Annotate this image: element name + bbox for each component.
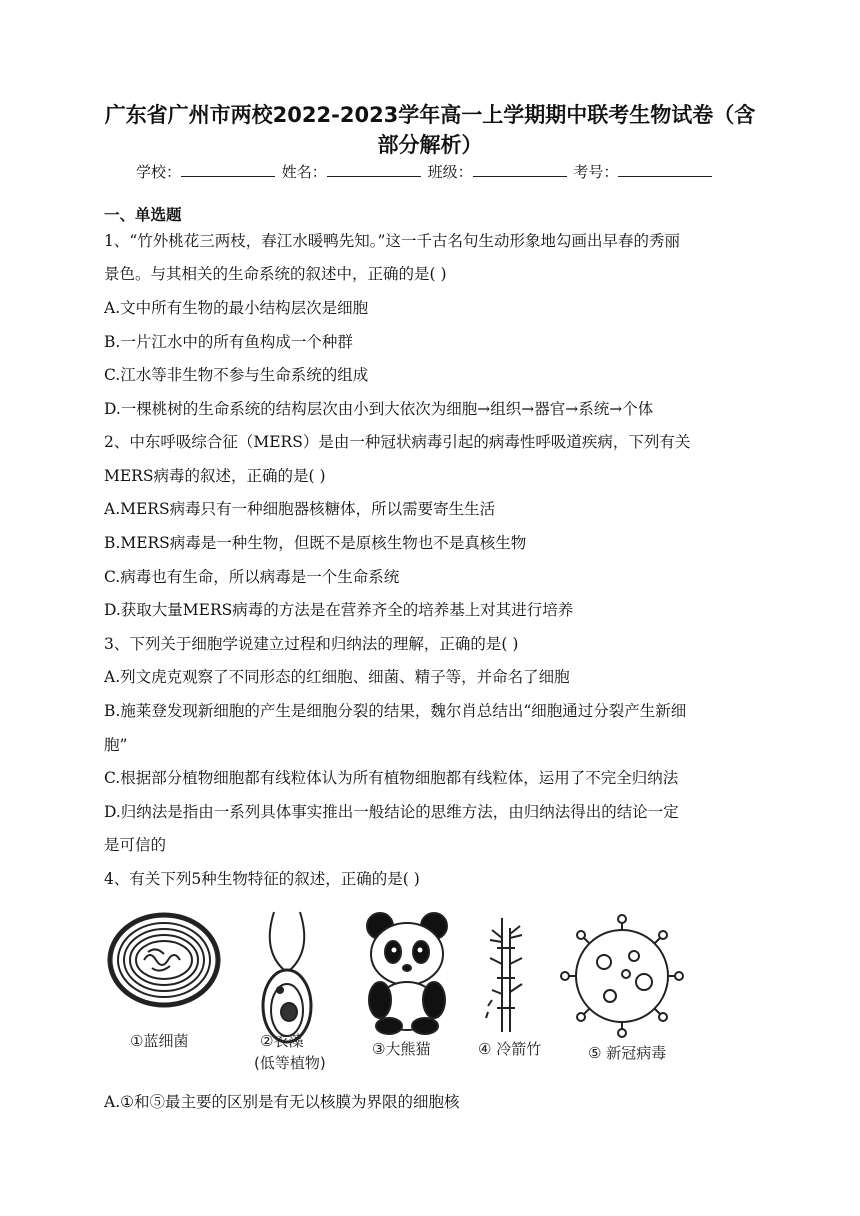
q1-option-a: A.文中所有生物的最小结构层次是细胞: [104, 299, 369, 317]
section-heading: 一、单选题: [104, 206, 182, 224]
caption-chlamydomonas: ②衣藻: [260, 1032, 304, 1050]
class-label: 班级：: [427, 163, 473, 181]
student-info-fields: [136, 160, 714, 184]
bamboo-drawing: [486, 918, 522, 1032]
caption-coronavirus: ⑤ 新冠病毒: [588, 1044, 667, 1062]
q2-option-c: C.病毒也有生命，所以病毒是一个生命系统: [104, 568, 400, 586]
q3-option-d-line-2: 是可信的: [104, 836, 167, 854]
q1-option-b: B.一片江水中的所有鱼构成一个种群: [104, 333, 353, 351]
q2-stem-line-2: MERS病毒的叙述，正确的是( ): [104, 467, 326, 485]
school-label: 学校：: [136, 163, 182, 181]
q1-stem-line-2: 景色。与其相关的生命系统的叙述中，正确的是( ): [104, 265, 447, 283]
title-line-2: 部分解析）: [377, 133, 483, 157]
name-blank[interactable]: [327, 162, 421, 177]
q3-stem: 3、下列关于细胞学说建立过程和归纳法的理解，正确的是( ): [104, 635, 519, 653]
q3-option-b-line-1: B.施莱登发现新细胞的产生是细胞分裂的结果，魏尔肖总结出“细胞通过分裂产生新细: [104, 702, 687, 720]
q3-option-a: A.列文虎克观察了不同形态的红细胞、细菌、精子等，并命名了细胞: [104, 668, 570, 686]
caption-cyanobacterium: ①蓝细菌: [130, 1032, 189, 1050]
q2-option-d: D.获取大量MERS病毒的方法是在营养齐全的培养基上对其进行培养: [104, 601, 574, 619]
q1-option-c: C.江水等非生物不参与生命系统的组成: [104, 366, 369, 384]
q1-option-d: D.一棵桃树的生命系统的结构层次由小到大依次为细胞→组织→器官→系统→个体: [104, 400, 654, 418]
q3-option-d-line-1: D.归纳法是指由一系列具体事实推出一般结论的思维方法，由归纳法得出的结论一定: [104, 803, 679, 821]
q2-option-a: A.MERS病毒只有一种细胞器核糖体，所以需要寄生生活: [104, 500, 496, 518]
coronavirus-drawing: [561, 915, 683, 1037]
q4-stem: 4、有关下列5种生物特征的叙述，正确的是( ): [104, 870, 420, 888]
caption-panda: ③大熊猫: [372, 1040, 431, 1058]
panda-drawing: [367, 913, 447, 1034]
q3-option-b-line-2: 胞”: [104, 736, 128, 754]
number-label: 考号：: [573, 163, 619, 181]
caption-chlamydomonas-note: (低等植物): [254, 1054, 326, 1072]
document-title: [90, 100, 770, 160]
cyanobacterium-drawing: [110, 915, 218, 1005]
number-blank[interactable]: [618, 162, 712, 177]
school-blank[interactable]: [181, 162, 275, 177]
caption-bamboo: ④ 冷箭竹: [478, 1040, 542, 1058]
q4-option-a: A.①和⑤最主要的区别是有无以核膜为界限的细胞核: [104, 1093, 460, 1111]
name-label: 姓名：: [281, 163, 327, 181]
title-line-1: 广东省广州市两校2022-2023学年高一上学期期中联考生物试卷（含: [104, 103, 756, 127]
class-blank[interactable]: [473, 162, 567, 177]
organisms-figure: [104, 908, 704, 1080]
q1-stem-line-1: 1、“竹外桃花三两枝，春江水暖鸭先知。”这一千古名句生动形象地勾画出早春的秀丽: [104, 232, 680, 250]
q2-stem-line-1: 2、中东呼吸综合征（MERS）是由一种冠状病毒引起的病毒性呼吸道疾病，下列有关: [104, 433, 691, 451]
chlamydomonas-drawing: [263, 912, 311, 1042]
q2-option-b: B.MERS病毒是一种生物，但既不是原核生物也不是真核生物: [104, 534, 527, 552]
q3-option-c: C.根据部分植物细胞都有线粒体认为所有植物细胞都有线粒体，运用了不完全归纳法: [104, 769, 679, 787]
